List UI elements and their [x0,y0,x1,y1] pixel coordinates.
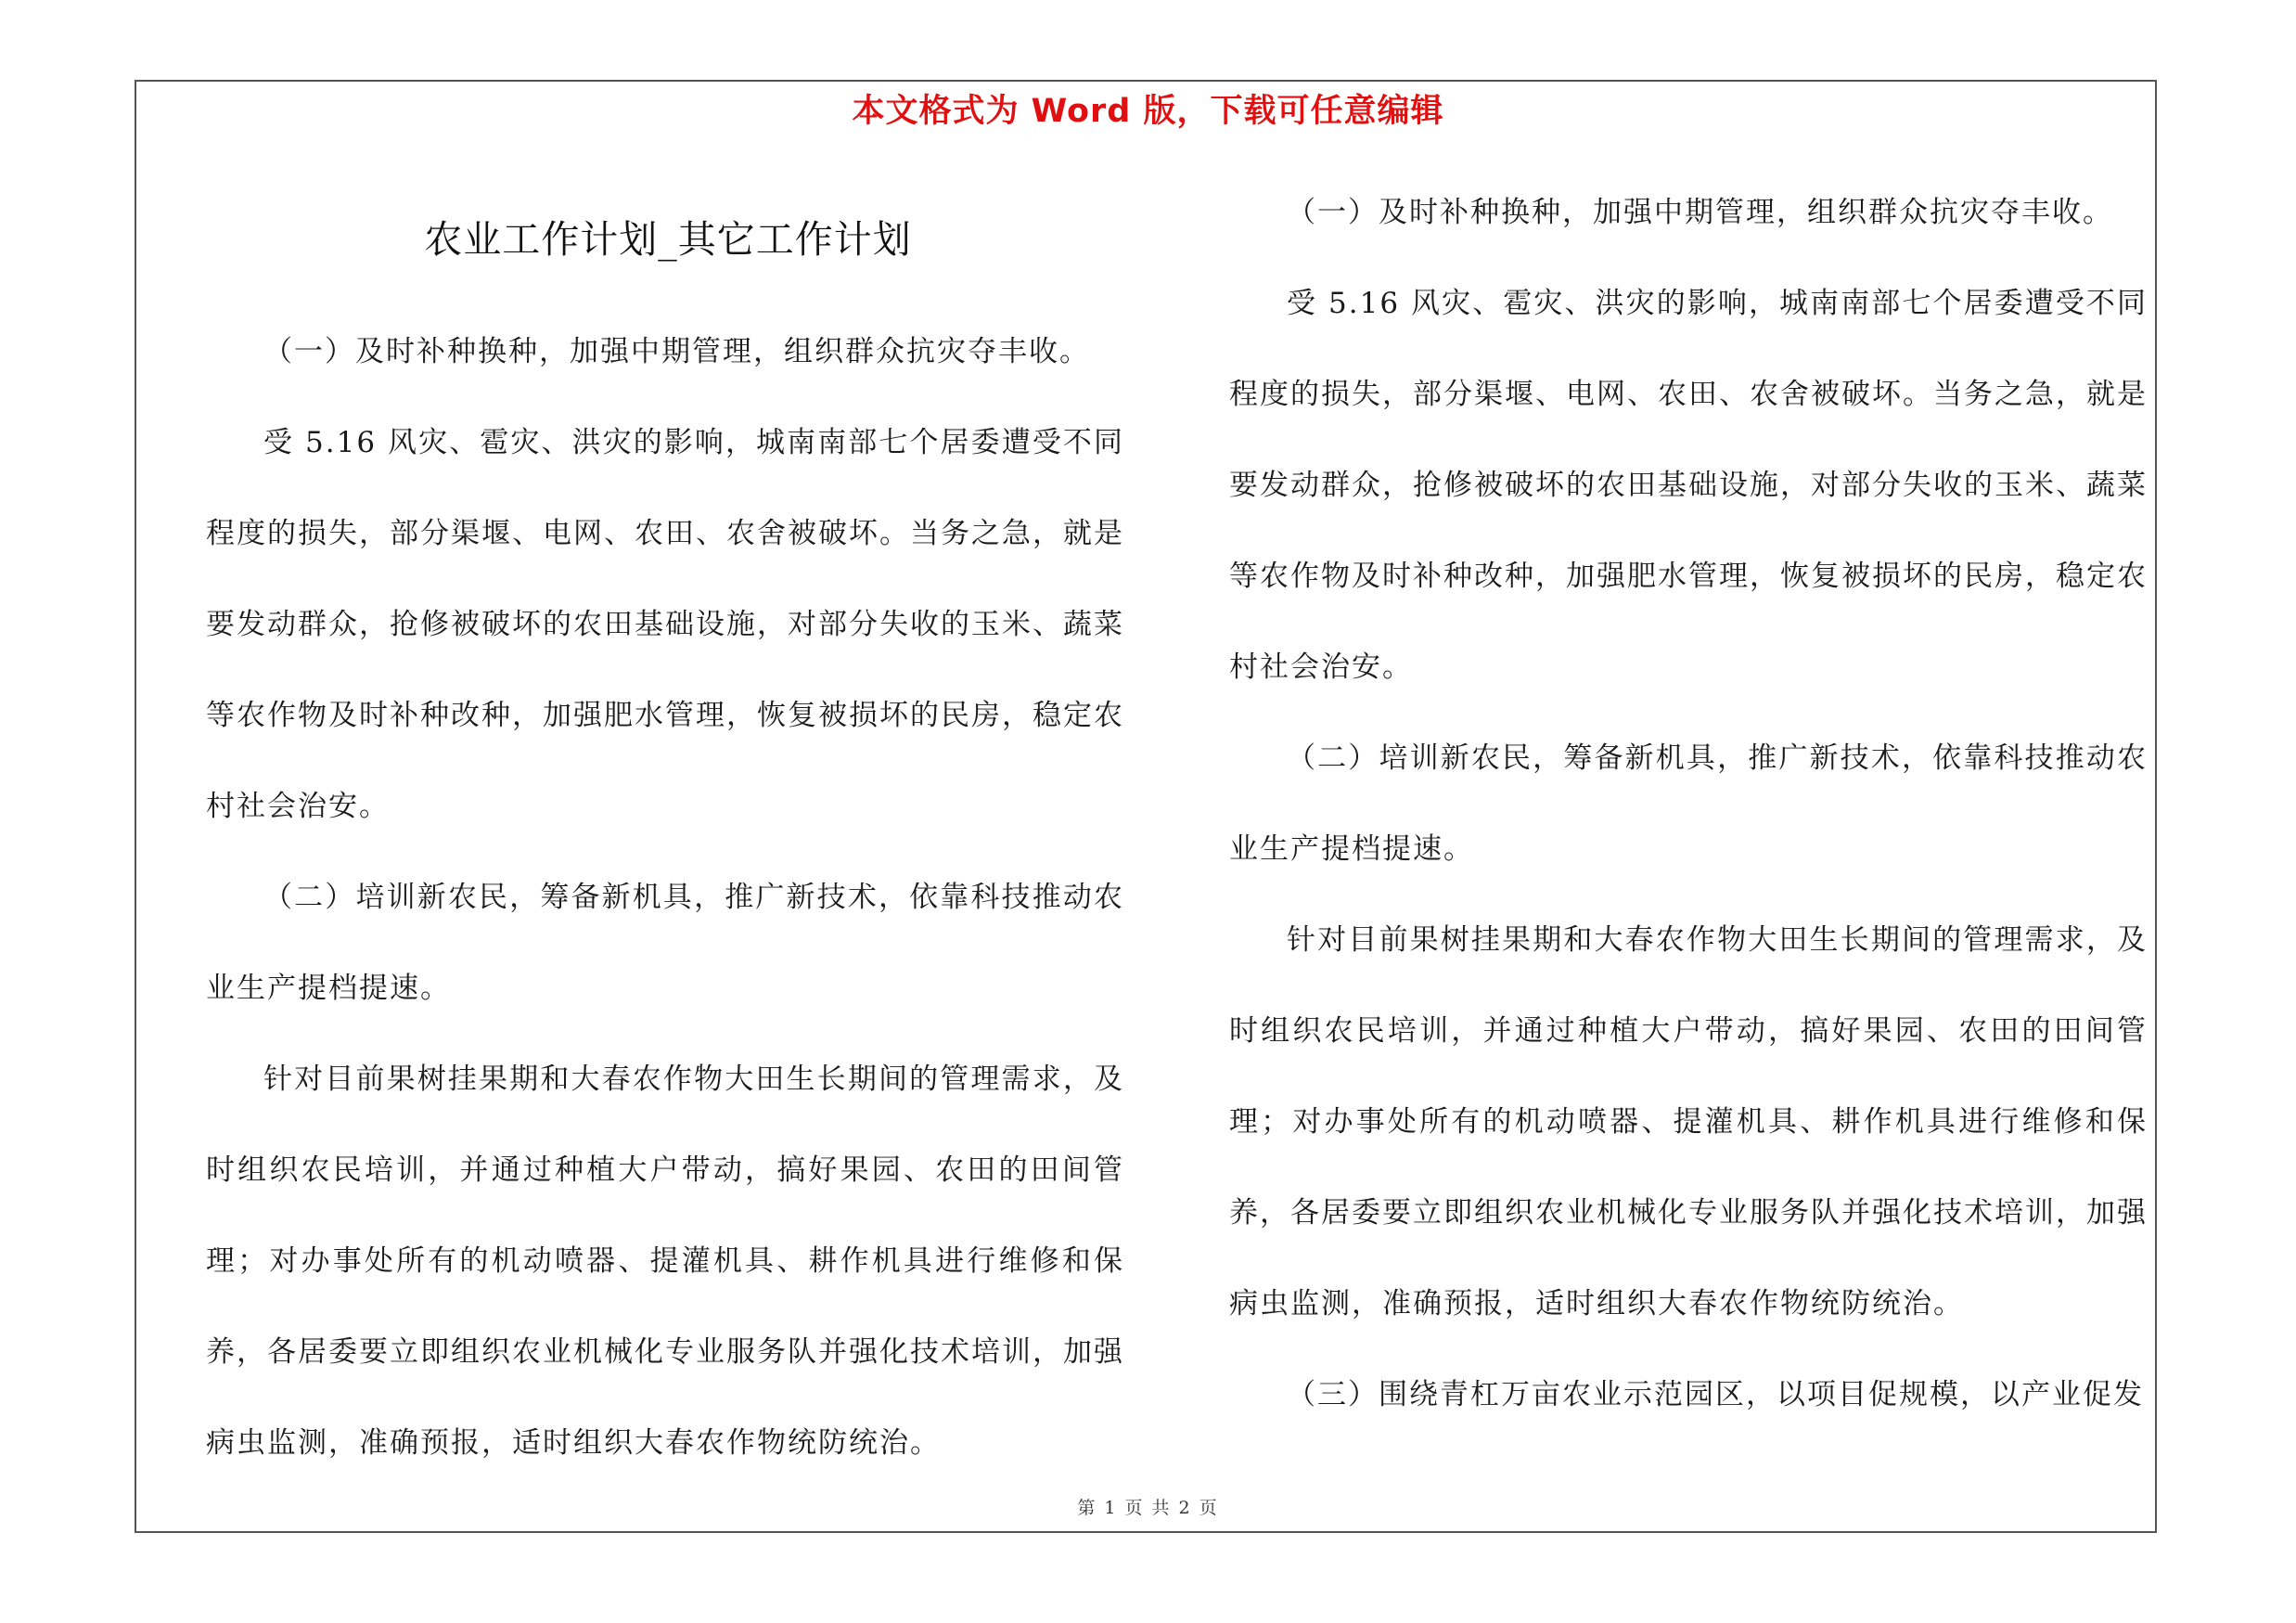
paragraph: （一）及时补种换种，加强中期管理，组织群众抗灾夺丰收。 [1287,196,2113,229]
right-column [1229,167,2148,1440]
paragraph: 针对目前果树挂果期和大春农作物大田生长期间的管理需求，及时组织农民培训，并通过种植大户带动，搞好果园、农田的田间管理；对办事处所有的机动喷器、提灌机具、耕作机具进行维修和保养，各居委要立即组织农业机械化专业服务队并强化技术培训，加强病虫监测，准确预报，适时组织大春农作物统防统治。 [206,1063,1124,1460]
page-footer: 第 1 页 共 2 页 [1077,1498,1219,1518]
document-title: 农业工作计划_其它工作计划 [424,217,912,262]
paragraph: 受 5.16 风灾、雹灾、洪灾的影响，城南南部七个居委遭受不同程度的损失，部分渠堰、电网、农田、农舍被破坏。当务之急，就是要发动群众，抢修被破坏的农田基础设施，对部分失收的玉米、蔬菜等农作物及时补种改种，加强肥水管理，恢复被损坏的民房，稳定农村社会治安。 [1229,287,2148,684]
paragraph: （二）培训新农民，筹备新机具，推广新技术，依靠科技推动农业生产提档提速。 [1229,741,2148,866]
paragraph: （三）围绕青杠万亩农业示范园区，以项目促规模，以产业促发 [1287,1378,2144,1411]
format-banner: 本文格式为 Word 版，下载可任意编辑 [852,93,1444,130]
paragraph: 针对目前果树挂果期和大春农作物大田生长期间的管理需求，及时组织农民培训，并通过种植大户带动，搞好果园、农田的田间管理；对办事处所有的机动喷器、提灌机具、耕作机具进行维修和保养，各居委要立即组织农业机械化专业服务队并强化技术培训，加强病虫监测，准确预报，适时组织大春农作物统防统治。 [1229,923,2148,1320]
paragraph: （一）及时补种换种，加强中期管理，组织群众抗灾夺丰收。 [263,335,1090,368]
left-column [206,306,1124,1488]
paragraph: 受 5.16 风灾、雹灾、洪灾的影响，城南南部七个居委遭受不同程度的损失，部分渠堰、电网、农田、农舍被破坏。当务之急，就是要发动群众，抢修被破坏的农田基础设施，对部分失收的玉米、蔬菜等农作物及时补种改种，加强肥水管理，恢复被损坏的民房，稳定农村社会治安。 [206,426,1124,823]
paragraph: （二）培训新农民，筹备新机具，推广新技术，依靠科技推动农业生产提档提速。 [206,881,1124,1005]
